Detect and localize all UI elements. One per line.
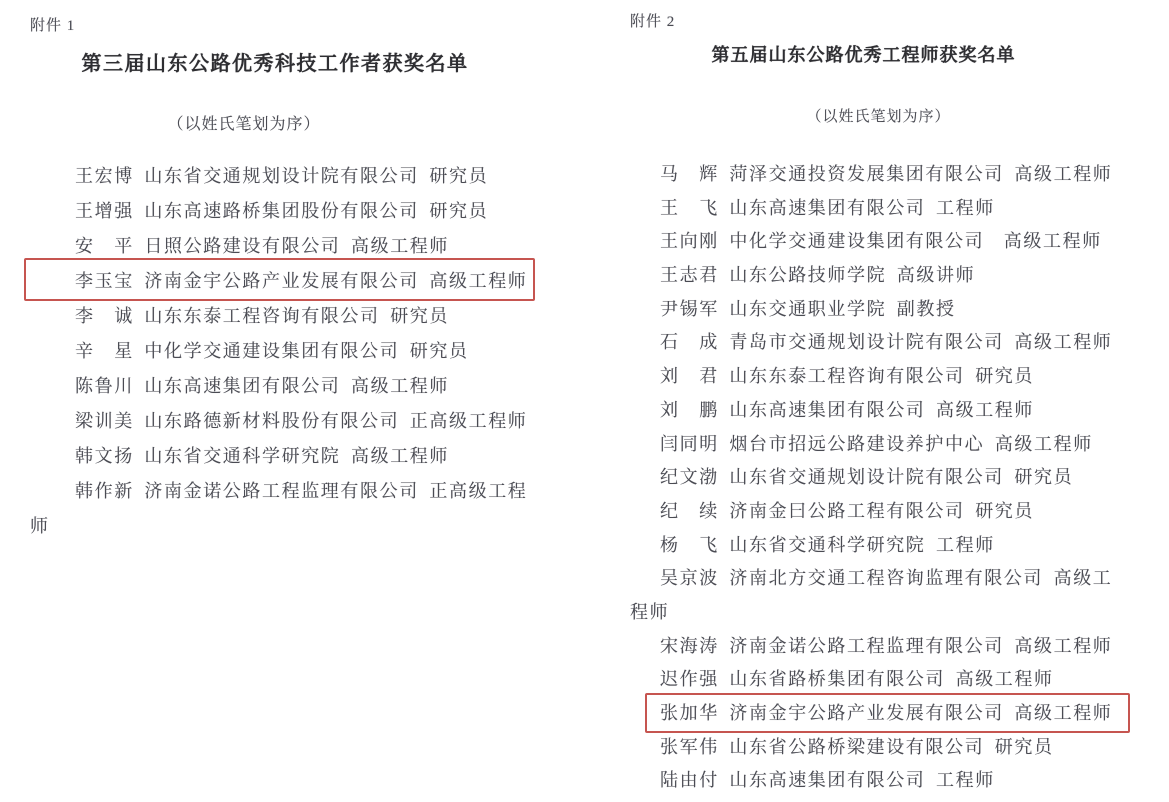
- attachment-1-title: 第三届山东公路优秀科技工作者获奖名单: [81, 53, 469, 75]
- award-entry-text: 王志君 山东公路技师学院 高级讲师: [660, 265, 976, 286]
- award-entry: [630, 529, 1135, 563]
- award-entry-text: 陆由付 山东高速集团有限公司 工程师: [660, 770, 995, 791]
- award-entry-text: 师: [30, 516, 50, 536]
- award-entry-text: 王增强 山东高速路桥集团股份有限公司 研究员: [75, 201, 489, 221]
- attachment-1-sort-note: （以姓氏笔划为序）: [167, 116, 321, 133]
- award-entry-text: 辛 星 中化学交通建设集团有限公司 研究员: [75, 341, 469, 361]
- award-entry-text: 纪 续 济南金曰公路工程有限公司 研究员: [660, 500, 1034, 521]
- attachment-1-award-list: [30, 159, 540, 544]
- award-entry: [30, 369, 540, 404]
- award-entry: [630, 461, 1135, 495]
- award-entry: [30, 404, 540, 439]
- award-entry-text: 刘 鹏 山东高速集团有限公司 高级工程师: [660, 399, 1034, 420]
- award-entry-text: 韩作新 济南金诺公路工程监理有限公司 正高级工程: [75, 481, 528, 501]
- award-entry-text: 迟作强 山东省路桥集团有限公司 高级工程师: [660, 669, 1054, 690]
- award-entry-text: 宋海涛 济南金诺公路工程监理有限公司 高级工程师: [660, 635, 1113, 656]
- attachment-2-sort-note: （以姓氏笔划为序）: [806, 109, 951, 125]
- award-entry-text: 张军伟 山东省公路桥梁建设有限公司 研究员: [660, 736, 1054, 757]
- award-entry-text: 梁训美 山东路德新材料股份有限公司 正高级工程师: [75, 411, 528, 431]
- award-entry: [30, 439, 540, 474]
- award-entry: [630, 360, 1135, 394]
- award-entry: [630, 428, 1135, 462]
- award-entry: [630, 158, 1135, 192]
- award-entry-continuation: [30, 509, 540, 544]
- award-entry: [630, 495, 1135, 529]
- attachment-2-award-list: [630, 158, 1135, 798]
- attachment-2-section: [630, 10, 1135, 800]
- award-entry-text: 韩文扬 山东省交通科学研究院 高级工程师: [75, 446, 449, 466]
- attachment-1-label: 附件 1: [30, 18, 76, 34]
- award-entry: [630, 562, 1135, 596]
- award-entry-text: 纪文渤 山东省交通规划设计院有限公司 研究员: [660, 467, 1074, 488]
- award-entry: [630, 326, 1135, 360]
- award-entry: [630, 192, 1135, 226]
- award-entry: [30, 474, 540, 509]
- award-entry: [30, 299, 540, 334]
- award-entry: [630, 764, 1135, 798]
- award-entry: [30, 229, 540, 264]
- award-entry-text: 王宏博 山东省交通规划设计院有限公司 研究员: [75, 166, 489, 186]
- award-entry-text: 李玉宝 济南金宇公路产业发展有限公司 高级工程师: [75, 271, 528, 291]
- award-entry-text: 李 诚 山东东泰工程咨询有限公司 研究员: [75, 306, 449, 326]
- award-entry: [30, 334, 540, 369]
- award-entry-text: 闫同明 烟台市招远公路建设养护中心 高级工程师: [660, 433, 1093, 454]
- award-entry-text: 杨 飞 山东省交通科学研究院 工程师: [660, 534, 995, 555]
- award-entry-text: 王 飞 山东高速集团有限公司 工程师: [660, 197, 995, 218]
- attachment-2-title: 第五届山东公路优秀工程师获奖名单: [711, 45, 1016, 65]
- award-entry-text: 尹锡军 山东交通职业学院 副教授: [660, 298, 956, 319]
- award-entry: [30, 159, 540, 194]
- award-entry: [630, 225, 1135, 259]
- award-entry-text: 吴京波 济南北方交通工程咨询监理有限公司 高级工: [660, 568, 1113, 589]
- award-entry-text: 程师: [630, 601, 670, 622]
- award-entry: [630, 731, 1135, 765]
- award-entry-text: 马 辉 菏泽交通投资发展集团有限公司 高级工程师: [660, 164, 1113, 184]
- attachment-1-section: [30, 14, 540, 794]
- award-entry-continuation: [630, 596, 1135, 630]
- award-entry-highlighted: [630, 697, 1135, 731]
- award-entry: [630, 293, 1135, 327]
- award-entry: [630, 394, 1135, 428]
- award-entry: [630, 259, 1135, 293]
- attachment-2-label: 附件 2: [630, 14, 676, 30]
- award-entry: [30, 194, 540, 229]
- award-entry: [630, 630, 1135, 664]
- award-entry-highlighted: [30, 264, 540, 299]
- award-entry: [630, 663, 1135, 697]
- award-entry-text: 陈鲁川 山东高速集团有限公司 高级工程师: [75, 376, 449, 396]
- award-entry-text: 王向刚 中化学交通建设集团有限公司 高级工程师: [660, 231, 1102, 252]
- award-entry-text: 张加华 济南金宇公路产业发展有限公司 高级工程师: [660, 703, 1113, 723]
- award-entry-text: 刘 君 山东东泰工程咨询有限公司 研究员: [660, 366, 1034, 387]
- award-entry-text: 安 平 日照公路建设有限公司 高级工程师: [75, 236, 449, 256]
- award-entry-text: 石 成 青岛市交通规划设计院有限公司 高级工程师: [660, 332, 1113, 353]
